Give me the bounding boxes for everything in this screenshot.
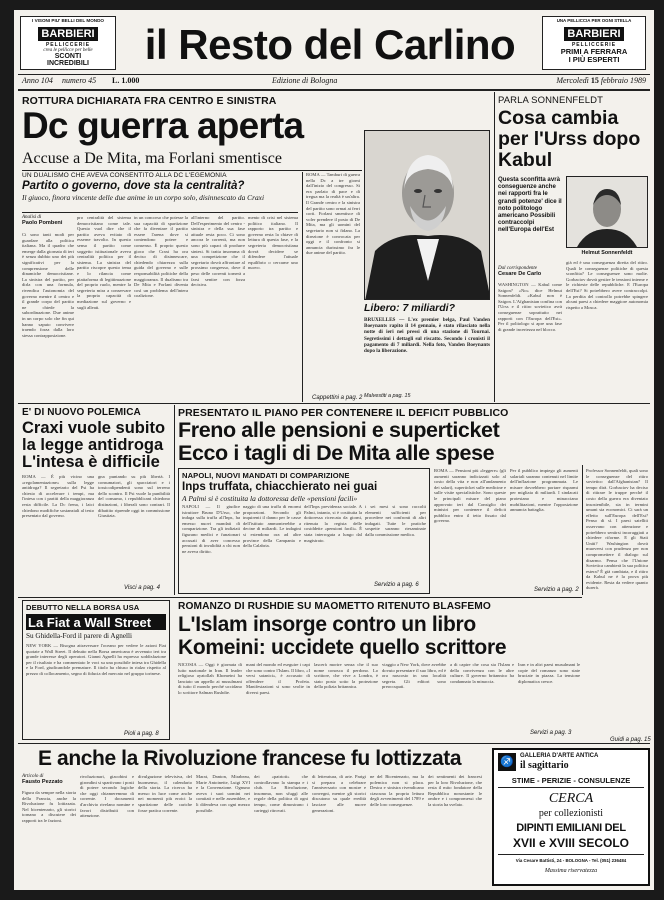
fiat-text: NEW YORK — Bisogna attraversare l'oceano per vedere le azioni Fiat quotate a Wall Street. Il debutto nella Borsa americana è avvenuto ieri tra grande interesse degli operatori. Gianni Agnelli ha espresso soddisfazione per il risultato e ha commentato le voci su una possibile intesa tra Ghidella e la Ford, giudicandole premature. Il titolo ha chiuso in rialzo rispetto al prezzo di collocamento, segno di fiducia del mercato nel gruppo torinese.: [26, 643, 166, 676]
rivoluzione-column-8: dei sentimenti dei francesi per la loro Rivoluzione, che resta il mito fondatore della Repubblica nonostante le ombre e i compromessi che la storia ha svelato.: [428, 774, 482, 807]
rivoluzione-column-3: divulgazione televisiva, del buonsenso, il calendario della storia. La ricerca ha messo in luce come anche nei momenti più eroici la spartizione delle cariche fosse pratica corrente.: [138, 774, 192, 813]
napoli-page-ref: Servizio a pag. 6: [374, 582, 419, 588]
edition-line: [22, 76, 646, 88]
rivoluzione-headline: E anche la Rivoluzione francese fu lottizzata: [38, 747, 462, 770]
right-ad-brand-sub: PELLICCERIE: [571, 42, 617, 48]
rule-below-craxi: [18, 597, 582, 598]
rule-above-rivoluzione: [18, 743, 650, 744]
year: Anno 104: [22, 76, 53, 85]
craxi-kicker: E' DI NUOVO POLEMICA: [22, 407, 141, 418]
craxi-column-2: gna puntando su più libertà. I consumatori, gli spacciatori e i tossicodipendenti sono sul terreno dello scontro. Il Psi vuole la punibilità del consumo, i repubblicani chiedono distinzioni, i liberali sono contrari. Il dibattito riprende oggi in commissione Giustizia.: [98, 474, 170, 519]
rivoluzione-column-7: ne del Bicentenario, ma la polemica non si placa. Destra e sinistra rivendicano ciascuna la propria lettura degli avvenimenti del 1789 e delle loro conseguenze.: [370, 774, 424, 807]
lead-kicker: ROTTURA DICHIARATA FRA CENTRO E SINISTRA: [22, 95, 277, 107]
lead-sub-kicker: UN DUALISMO CHE AVEVA CONSENTITO ALLA DC L'EGEMONIA: [22, 172, 227, 179]
right-ad-brand: BARBIERI: [564, 27, 623, 41]
date-prefix: Mercoledì: [556, 76, 589, 85]
gallery-line-2: XVII e XVIII SECOLO: [512, 836, 630, 850]
rivoluzione-column-1: Figura da sempre nella storia della Francia, anche la Rivoluzione fu lottizzata. Nel bicentenario, gli storici tornano a discutere dei rapporti tra le fazioni.: [22, 790, 76, 823]
fiat-kicker: DEBUTTO NELLA BORSA USA: [26, 603, 140, 612]
napoli-column-1: NAPOLI — Il giudice istruttore Bruno D'Urso, che indaga sulla truffa all'Inps, ha emesso nuovi mandati di comparizione. Tra gli indiziati figurano medici e funzionari accusati di aver concesso pensioni di invalidità a chi non ne aveva diritto.: [182, 504, 240, 554]
rivoluzione-column-4: Marat, Danton, Mirabeau, Marie Antoinette, Luigi XVI e la Convenzione. Ognuno aveva i suoi uomini nei comitati e nelle assemblee, e li difendeva con ogni mezzo possibile.: [196, 774, 250, 813]
date: [556, 76, 646, 85]
sonnenfeldt-column-1: WASHINGTON — Kabul come Saigon? «No» dice Helmut Sonnenfeldt. «Kabul non è Saigon. L'Afghanistan confina con l'Urss e il ritiro sovietico avrà conseguenze soprattutto nei rapporti con l'Europa dell'Est». Per il politologo si apre una fase di grande incertezza nel blocco.: [498, 282, 562, 332]
pensioni-headline-2: Ecco i tagli di De Mita alle spese: [178, 441, 495, 465]
lead-page-ref: Cappettini a pag. 2: [312, 395, 363, 401]
gallery-cerca: CERCA: [548, 791, 594, 806]
sonnenfeldt-page-ref: Guidi a pag. 15: [610, 737, 651, 743]
napoli-kicker: NAPOLI, NUOVI MANDATI DI COMPARIZIONE: [182, 471, 350, 480]
right-ad-slogan-1: PRIMI A FERRARA: [560, 47, 628, 56]
masthead-rule-bottom: [18, 89, 650, 91]
rivoluzione-byline-label: Articolo di: [22, 774, 44, 779]
masthead-rule-top: [18, 74, 650, 75]
gallery-label-1: GALLERIA D'ARTE ANTICA: [520, 753, 599, 759]
lead-rule: [22, 170, 362, 171]
right-column-divider: [494, 92, 495, 402]
craxi-headline: Craxi vuole subito la legge antidroga L'intesa è difficile: [22, 419, 166, 471]
sonnenfeldt-byline-label: Dal corrispondente: [498, 266, 538, 271]
craxi-page-ref: Visci a pag. 4: [124, 585, 160, 591]
gallery-rule-2: [498, 854, 644, 855]
gallery-header: [498, 753, 646, 773]
sonnenfeldt-byline: [498, 266, 562, 277]
left-ad-brand: BARBIERI: [38, 27, 97, 41]
right-ad-slogan-2: I PIÙ ESPERTI: [568, 55, 620, 64]
lead-subhead: Accuse a De Mita, ma Forlani smentisce: [22, 150, 282, 167]
napoli-column-4: i sei mesi si sono raccolti elementi sufficienti per procedere nei confronti di altri indagati. Tutte le pratiche sospette saranno riesaminate dalla commissione medica.: [365, 504, 426, 537]
gallery-footer: Massima riservatezza: [544, 868, 598, 874]
masthead: [14, 10, 654, 102]
sonnenfeldt-quote: Questa sconfitta avrà conseguenze anche nei rapporti fra le grandi potenze' dice il noto politologo americano Possibili contraccolpi nell'Europa dell'Est: [498, 176, 562, 234]
islam-headline-2: Komeini: uccidete quello scrittore: [178, 636, 507, 659]
lead-sub-deck: Il giuoco, finora vincente delle due anime in un corpo solo, disinnescato da Craxi: [22, 193, 265, 202]
craxi-column-1: ROMA — È più vicino una «regolamentazione» sulla legge antidroga? Il segretario del Psi ha chiesto di accelerare i tempi, ma l'intesa con i partiti della maggioranza resta difficile. La Dc frena, i laici chiedono modifiche sostanziali al testo presentato dal governo.: [22, 474, 94, 519]
left-ad-slogan: crea le pellicce per belle: [43, 48, 93, 53]
photo-caption-box: [364, 302, 490, 402]
rivoluzione-column-5: dei «patrioti» che controllavano la stampa e i club. La Rivoluzione, insomma, non sfuggì alle regole della politica di ogni tempo, come dimostrano i carteggi ritrovati.: [254, 774, 308, 813]
newspaper-page: [14, 10, 654, 890]
lead-column-4: all'interno del partito. Dell'esperimento del centro - sinistra e della sua fase attuale resta poco. Ci sono ancora le correnti, ma non sono più capaci di produrre sintesi. Si tratta insomma di una competizione che il segretario dovrà affrontare al prossimo congresso, dove il peso delle correnti tornerà a farsi sentire con forza decisiva.: [191, 215, 245, 288]
sonnenfeldt-kicker: PARLA SONNENFELDT: [498, 95, 603, 106]
date-day: 15: [590, 76, 599, 85]
lead-byline: [22, 215, 74, 226]
gallery-per: per collezionisti: [538, 808, 604, 819]
pensioni-right-divider: [582, 465, 583, 595]
photo-page-ref: Malvestiti a pag. 15: [364, 393, 411, 399]
napoli-deck: A Palmi si è costituita la dottoressa delle «pensioni facili»: [182, 494, 358, 503]
photo-caption-title: Libero: 7 miliardi?: [364, 302, 456, 314]
sonnenfeldt-photo: [566, 176, 648, 248]
sonnenfeldt-portrait: [567, 177, 647, 247]
lead-byline-label: Analisi di: [22, 215, 42, 220]
pensioni-column-2: Per il pubblico impiego gli aumenti salariali saranno contenuti nel limite dell'inflazione programmata. Le misure dovrebbero portare risparmi per migliaia di miliardi. I sindacati protestano e minacciano mobilitazioni, mentre l'opposizione annuncia battaglia.: [510, 468, 578, 513]
pensioni-page-ref: Servizio a pag. 2: [534, 587, 579, 593]
islam-page-ref: Servizi a pag. 3: [530, 730, 572, 736]
left-ad-offer-1: SCONTI: [54, 53, 82, 60]
lead-column-1: Ci sono tanti modi per guardare alla politica italiana. Ma il quadro che emerge dalla giornata di ieri è senza dubbio uno dei più significativi per la comprensione delle dinamiche democristiane. La sinistra del partito, per dirla con una formula, rivendica l'autonomia del governo mentre il centro e il grande corpo del partito ne chiede la subordinazione. Due anime in un corpo solo che fin qui hanno saputo convivere traendo forza dalla loro stessa contrapposizione.: [22, 232, 74, 338]
right-ad-logo: [543, 24, 645, 42]
lead-rule-2: [22, 212, 298, 213]
photo-caption-city: BRUXELLES: [364, 317, 396, 323]
lead-divider: [302, 172, 303, 402]
left-ad: [20, 16, 116, 70]
islam-column-6: Iran e in altri paesi musulmani le copie del romanzo sono state bruciate in piazza. La tensione diplomatica cresce.: [518, 662, 580, 684]
lead-headline: Dc guerra aperta: [22, 105, 304, 146]
lead-column-5: mento di crisi nel sistema politico italiano. Il rapporto tra partito e governo resta la chiave di lettura di questa fase, e la segreteria democristiana dovrà decidere se difendere l'attuale equilibrio o cercarne uno nuovo.: [248, 215, 298, 271]
photo-caption-text: [364, 317, 490, 393]
craxi-divider: [174, 405, 175, 595]
left-ad-brand-sub: PELLICCERIE: [45, 42, 91, 48]
fiat-headline: La Fiat a Wall Street: [28, 615, 152, 630]
gallery-address: Via Cesare Battisti, 24 - BOLOGNA - Tel. (051) 236484: [515, 858, 627, 863]
portrait-illustration: [365, 131, 490, 300]
islam-column-3: lascerà morire senza che il suo nome conosca il perdono. Lo scrittore, che vive a Londra, è stato posto sotto la protezione della polizia britannica.: [314, 662, 378, 690]
gallery-services: STIME - PERIZIE - CONSULENZE: [511, 776, 631, 785]
lead-photo: [364, 130, 490, 300]
islam-column-2: mani del mondo ed eseguire i capi che sono contro l'Islam. Il libro, «I versi satanici», è accusato di offendere il Profeta. Manifestazioni si sono svolte in diversi paesi.: [246, 662, 310, 695]
napoli-column-3: dell'Inps previdenza sociale. A Palmi, intanto, si è costituita la dottoressa ricercata da giorni, ritenuta la regista delle cosiddette «pensioni facili». È stata interrogata a lungo dal magistrato.: [304, 504, 362, 543]
right-ad-tagline: UNA PELLICCIA PER OGNI STELLA: [556, 18, 632, 23]
lead-column-3: in un concorso che potesse la sua capacità di spartizione che fa diventare il partito essere l'arena dove si contendono potere e consenso. È proprio questo gioco che Craxi ha ora deciso di disinnescare, chiedendo chiarezza sulla guida del governo e sulle responsabilità politiche della maggioranza. Il dualismo tra De Mita e Forlani diventa così un problema dell'intera coalizione.: [134, 215, 188, 299]
photo-caption-body: — L'ex premier belga, Paul Vanden Boeynants rapito il 14 gennaio, è stato rilasciato nella notte di ieri nei pressi di una stazione di Tournai. Segretissimi i dettagli sul riscatto. Secondo i cronisti il pagamento di 7 miliardi. Nella foto, Vanden Boeynants dopo la liberazione.: [364, 317, 490, 355]
left-ad-logo: [21, 24, 115, 42]
issue: numero 45: [62, 76, 97, 85]
gallery-ad: [492, 748, 650, 886]
date-rest: febbraio 1989: [600, 76, 646, 85]
price: L. 1.000: [112, 76, 140, 85]
rivoluzione-byline: [22, 774, 74, 785]
pensioni-kicker: PRESENTATO IL PIANO PER CONTENERE IL DEFICIT PUBBLICO: [178, 407, 509, 419]
sonnenfeldt-headline: Cosa cambia per l'Urss dopo Kabul: [498, 107, 641, 171]
gallery-rule: [498, 787, 644, 788]
lead-analysis-box: [22, 172, 298, 210]
pensioni-headline-1: Freno alle pensioni e superticket: [178, 418, 500, 442]
fiat-deck: Su Ghidella-Ford il parere di Agnelli: [26, 632, 132, 640]
napoli-column-2: naggio di una truffa di enormi proporzioni. Secondo gli inquirenti il danno per le casse dell'istituto ammonterebbe a decine di miliardi. Le indagini si estendono ora ad altre province della Campania e della Calabria.: [243, 504, 301, 549]
lead-sub-headline: Partito o governo, dove sta la centralità?: [22, 180, 245, 192]
rivoluzione-column-2: rivoluzionari, giacobini e girondini si spartivano i posti di potere secondo logiche che oggi chiameremmo di corrente. I documenti d'archivio rivelano nomine e favori distribuiti con attenzione.: [80, 774, 134, 819]
sonnenfeldt-continuation: Professor Sonnenfeldt, quali sono le conseguenze del ritiro sovietico dall'Afghanistan? Il tempo dirà. Gorbaciov ha deciso di ritirare le truppe perché il costo della guerra era diventato insostenibile, sia in termini umani sia economici. Ci sarà un effetto sull'Europa dell'Est? Penso di sì. I paesi satelliti osservano con attenzione e potrebbero sentirsi incoraggiati a chiedere riforme. E gli Stati Uniti? Washington dovrà muoversi con prudenza per non compromettere il dialogo sul disarmo. Pensa che l'Unione Sovietica cambierà la sua politica estera? È già cambiata, e il ritiro da Kabul ne è la prova più evidente. Resta da vedere quanto durerà.: [586, 468, 648, 591]
islam-column-5: a di capire che cosa sia l'Islam e della convivenza con le altre culture. Il governo britannico ha condannato la minaccia.: [450, 662, 514, 684]
islam-column-1: NICOSIA — Oggi è giornata di lutto nazionale in Iran. Il leader religioso ayatollah Khomeini ha lanciato un appello ai musulmani di tutto il mondo perché uccidano lo scrittore Salman Rushdie.: [178, 662, 242, 695]
sonnenfeldt-column-2: già ed è una conseguenza diretta del ritiro. Quali le conseguenze politiche di questa sconfitta? Le conseguenze sono molte. Gorbaciov dovrà gestire le tensioni interne e le richieste delle repubbliche. E l'Europa dell'Est? Si potrebbero avere contraccolpi. La perdita del controllo potrebbe spingere alcuni paesi a chiedere maggiore autonomia rispetto a Mosca.: [566, 260, 648, 310]
islam-column-4: viaggio a New York, dove avrebbe dovuto presentare il suo libro, ed è ora nascosto in una località segreta. Gli editori sono preoccupati.: [382, 662, 446, 690]
sonnenfeldt-byline-name: Cesare De Carlo: [498, 271, 542, 277]
fiat-page-ref: Pioli a pag. 8: [124, 731, 159, 737]
right-ad: [542, 16, 646, 70]
sonnenfeldt-photo-caption: Helmut Sonnenfeldt: [581, 250, 633, 256]
sagittarius-icon: ♐: [498, 753, 516, 771]
islam-kicker: ROMANZO DI RUSHDIE SU MAOMETTO RITENUTO BLASFEMO: [178, 601, 491, 612]
pensioni-column-1: ROMA — Pensioni più «leggere» (gli aumenti saranno indicizzati solo al costo della vita e non all'andamento dei salari), superticket sulle medicine e sulle visite specialistiche. Sono queste le principali misure del piano approvato ieri dal Consiglio dei ministri per contenere il deficit pubblico entro il tetto fissato dal governo.: [434, 468, 506, 524]
left-ad-tagline: I VISONI PIU' BELLI DEL MONDO: [32, 18, 104, 23]
lead-column-6: ROMA — Tamburi di guerra nella Dc a tre giorni dall'inizio del congresso. Si era parlato di pace e di tregua ma la realtà è un'altra. Il Grande centro e la sinistra del partito sono ormai ai ferri corti. Forlani smentisce di voler prendere il posto di De Mita, ma gli uomini del segretario non si fidano. La direzione è convocata per oggi e il confronto si annuncia durissimo fra le due anime del partito.: [306, 172, 360, 256]
edition: Edizione di Bologna: [272, 76, 338, 85]
napoli-headline: Inps truffata, chiacchierato nei guai: [182, 480, 378, 493]
gallery-label-brand: il sagittario: [520, 760, 569, 771]
lead-column-2: pro centralità del sistema democristiano come tale. Questo vuol dire che il partito aveva evitato di esserne travolto. In questo senso il partito come soggetto istituzionale aveva centralità politica per il sistema. La sinistra del partito riscopre questo tema e lo rilancia come piattaforma di legittimazione del proprio ruolo, mentre la segreteria mira a conservare la propria capacità di mediazione sul governo e sugli alleati.: [77, 215, 131, 310]
masthead-title: il Resto del Carlino: [144, 21, 516, 68]
mid-rule: [18, 403, 650, 404]
left-ad-offer-2: INCREDIBILI: [47, 60, 89, 67]
lead-byline-name: Paolo Pombeni: [22, 220, 63, 226]
rivoluzione-byline-name: Fausto Pezzato: [22, 779, 63, 785]
rivoluzione-column-6: di letteratura, di arte. Parigi si prepara a celebrare l'anniversario con mostre e convegni, mentre gli storici discutono su quale eredità lasciare alle nuove generazioni.: [312, 774, 366, 813]
islam-headline-1: L'Islam insorge contro un libro: [178, 613, 476, 636]
gallery-line-1: DIPINTI EMILIANI DEL: [516, 822, 626, 834]
